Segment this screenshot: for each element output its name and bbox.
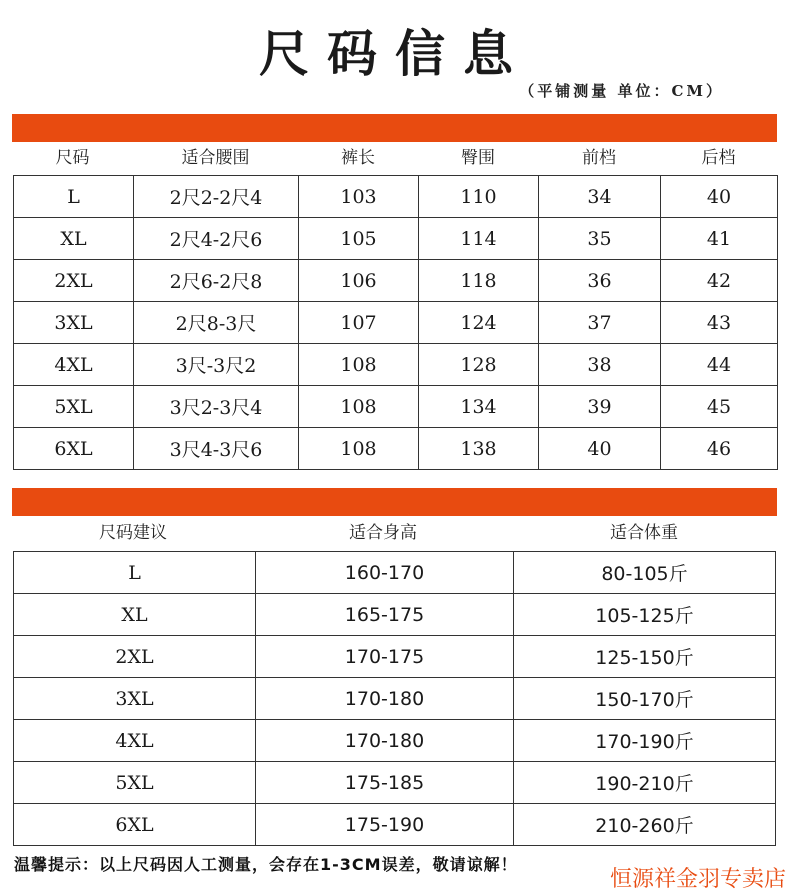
table-cell: 108 — [299, 428, 419, 470]
table-cell: 40 — [661, 176, 778, 218]
table-cell: 37 — [539, 302, 661, 344]
table-cell: 3尺4-3尺6 — [134, 428, 299, 470]
table-cell: 105 — [299, 218, 419, 260]
table-cell: 46 — [661, 428, 778, 470]
table-cell: 105-125斤 — [514, 594, 776, 636]
table1-header — [12, 142, 777, 174]
header-pants-length: 裤长 — [341, 148, 375, 168]
table-cell: 170-190斤 — [514, 720, 776, 762]
table-cell: 44 — [661, 344, 778, 386]
table-cell: 118 — [419, 260, 539, 302]
table-cell: 128 — [419, 344, 539, 386]
table-row — [14, 678, 776, 720]
table-cell: 3XL — [14, 302, 134, 344]
table-cell: L — [14, 552, 256, 594]
table-cell: 2XL — [14, 636, 256, 678]
table-cell: 3尺2-3尺4 — [134, 386, 299, 428]
orange-bar-1 — [12, 114, 777, 142]
table-cell: 4XL — [14, 344, 134, 386]
table-cell: 124 — [419, 302, 539, 344]
table-cell: XL — [14, 218, 134, 260]
table-row — [14, 636, 776, 678]
table-cell: 106 — [299, 260, 419, 302]
table-row — [14, 804, 776, 846]
table-cell: 160-170 — [256, 552, 514, 594]
table-row — [14, 218, 778, 260]
shop-watermark: 恒源祥金羽专卖店 — [609, 867, 786, 892]
table-cell: 40 — [539, 428, 661, 470]
header-weight: 适合体重 — [610, 523, 678, 543]
table-cell: XL — [14, 594, 256, 636]
page-title: 尺码信息 — [259, 24, 531, 83]
table-cell: 134 — [419, 386, 539, 428]
table-cell: 41 — [661, 218, 778, 260]
table-row — [14, 594, 776, 636]
table-cell: 2尺6-2尺8 — [134, 260, 299, 302]
table-cell: 150-170斤 — [514, 678, 776, 720]
table-row — [14, 762, 776, 804]
table-row — [14, 720, 776, 762]
table-row — [14, 552, 776, 594]
table-row — [14, 176, 778, 218]
table-cell: 4XL — [14, 720, 256, 762]
warm-tip: 温馨提示：以上尺码因人工测量，会存在1-3CM误差，敬请谅解！ — [14, 855, 518, 874]
table-cell: 2尺2-2尺4 — [134, 176, 299, 218]
header-waist: 适合腰围 — [181, 148, 250, 168]
table-cell: 170-180 — [256, 678, 514, 720]
table-cell: 6XL — [14, 428, 134, 470]
header-back-rise: 后档 — [701, 148, 736, 168]
table-cell: 175-190 — [256, 804, 514, 846]
table-cell: 43 — [661, 302, 778, 344]
table-cell: 42 — [661, 260, 778, 302]
table-cell: 175-185 — [256, 762, 514, 804]
table-cell: 5XL — [14, 386, 134, 428]
header-height: 适合身高 — [349, 523, 417, 543]
table-cell: 6XL — [14, 804, 256, 846]
table-cell: 190-210斤 — [514, 762, 776, 804]
measurement-note: （平铺测量 单位：CM） — [519, 82, 724, 100]
table-cell: 36 — [539, 260, 661, 302]
header-front-rise: 前档 — [582, 148, 616, 168]
table-cell: 39 — [539, 386, 661, 428]
table-cell: 165-175 — [256, 594, 514, 636]
recommendation-table — [13, 551, 776, 846]
table-cell: 3XL — [14, 678, 256, 720]
table-cell: 108 — [299, 386, 419, 428]
orange-bar-2 — [12, 488, 777, 516]
table-row — [14, 428, 778, 470]
table-cell: 5XL — [14, 762, 256, 804]
table2-header — [12, 517, 777, 549]
table-row — [14, 386, 778, 428]
table-cell: L — [14, 176, 134, 218]
table-cell: 170-175 — [256, 636, 514, 678]
table-cell: 45 — [661, 386, 778, 428]
table-cell: 210-260斤 — [514, 804, 776, 846]
table-cell: 114 — [419, 218, 539, 260]
table-row — [14, 260, 778, 302]
table-cell: 80-105斤 — [514, 552, 776, 594]
table-cell: 170-180 — [256, 720, 514, 762]
table-cell: 2XL — [14, 260, 134, 302]
table-cell: 125-150斤 — [514, 636, 776, 678]
table-cell: 2尺4-2尺6 — [134, 218, 299, 260]
header-hip: 臀围 — [461, 148, 495, 168]
table-cell: 38 — [539, 344, 661, 386]
table-cell: 35 — [539, 218, 661, 260]
table-cell: 3尺-3尺2 — [134, 344, 299, 386]
table-cell: 108 — [299, 344, 419, 386]
header-size-suggestion: 尺码建议 — [99, 523, 167, 543]
table-cell: 138 — [419, 428, 539, 470]
table-cell: 103 — [299, 176, 419, 218]
table-row — [14, 302, 778, 344]
table-cell: 34 — [539, 176, 661, 218]
table-cell: 110 — [419, 176, 539, 218]
size-table — [13, 175, 778, 470]
table-cell: 2尺8-3尺 — [134, 302, 299, 344]
table-cell: 107 — [299, 302, 419, 344]
header-size: 尺码 — [55, 148, 90, 168]
table-row — [14, 344, 778, 386]
